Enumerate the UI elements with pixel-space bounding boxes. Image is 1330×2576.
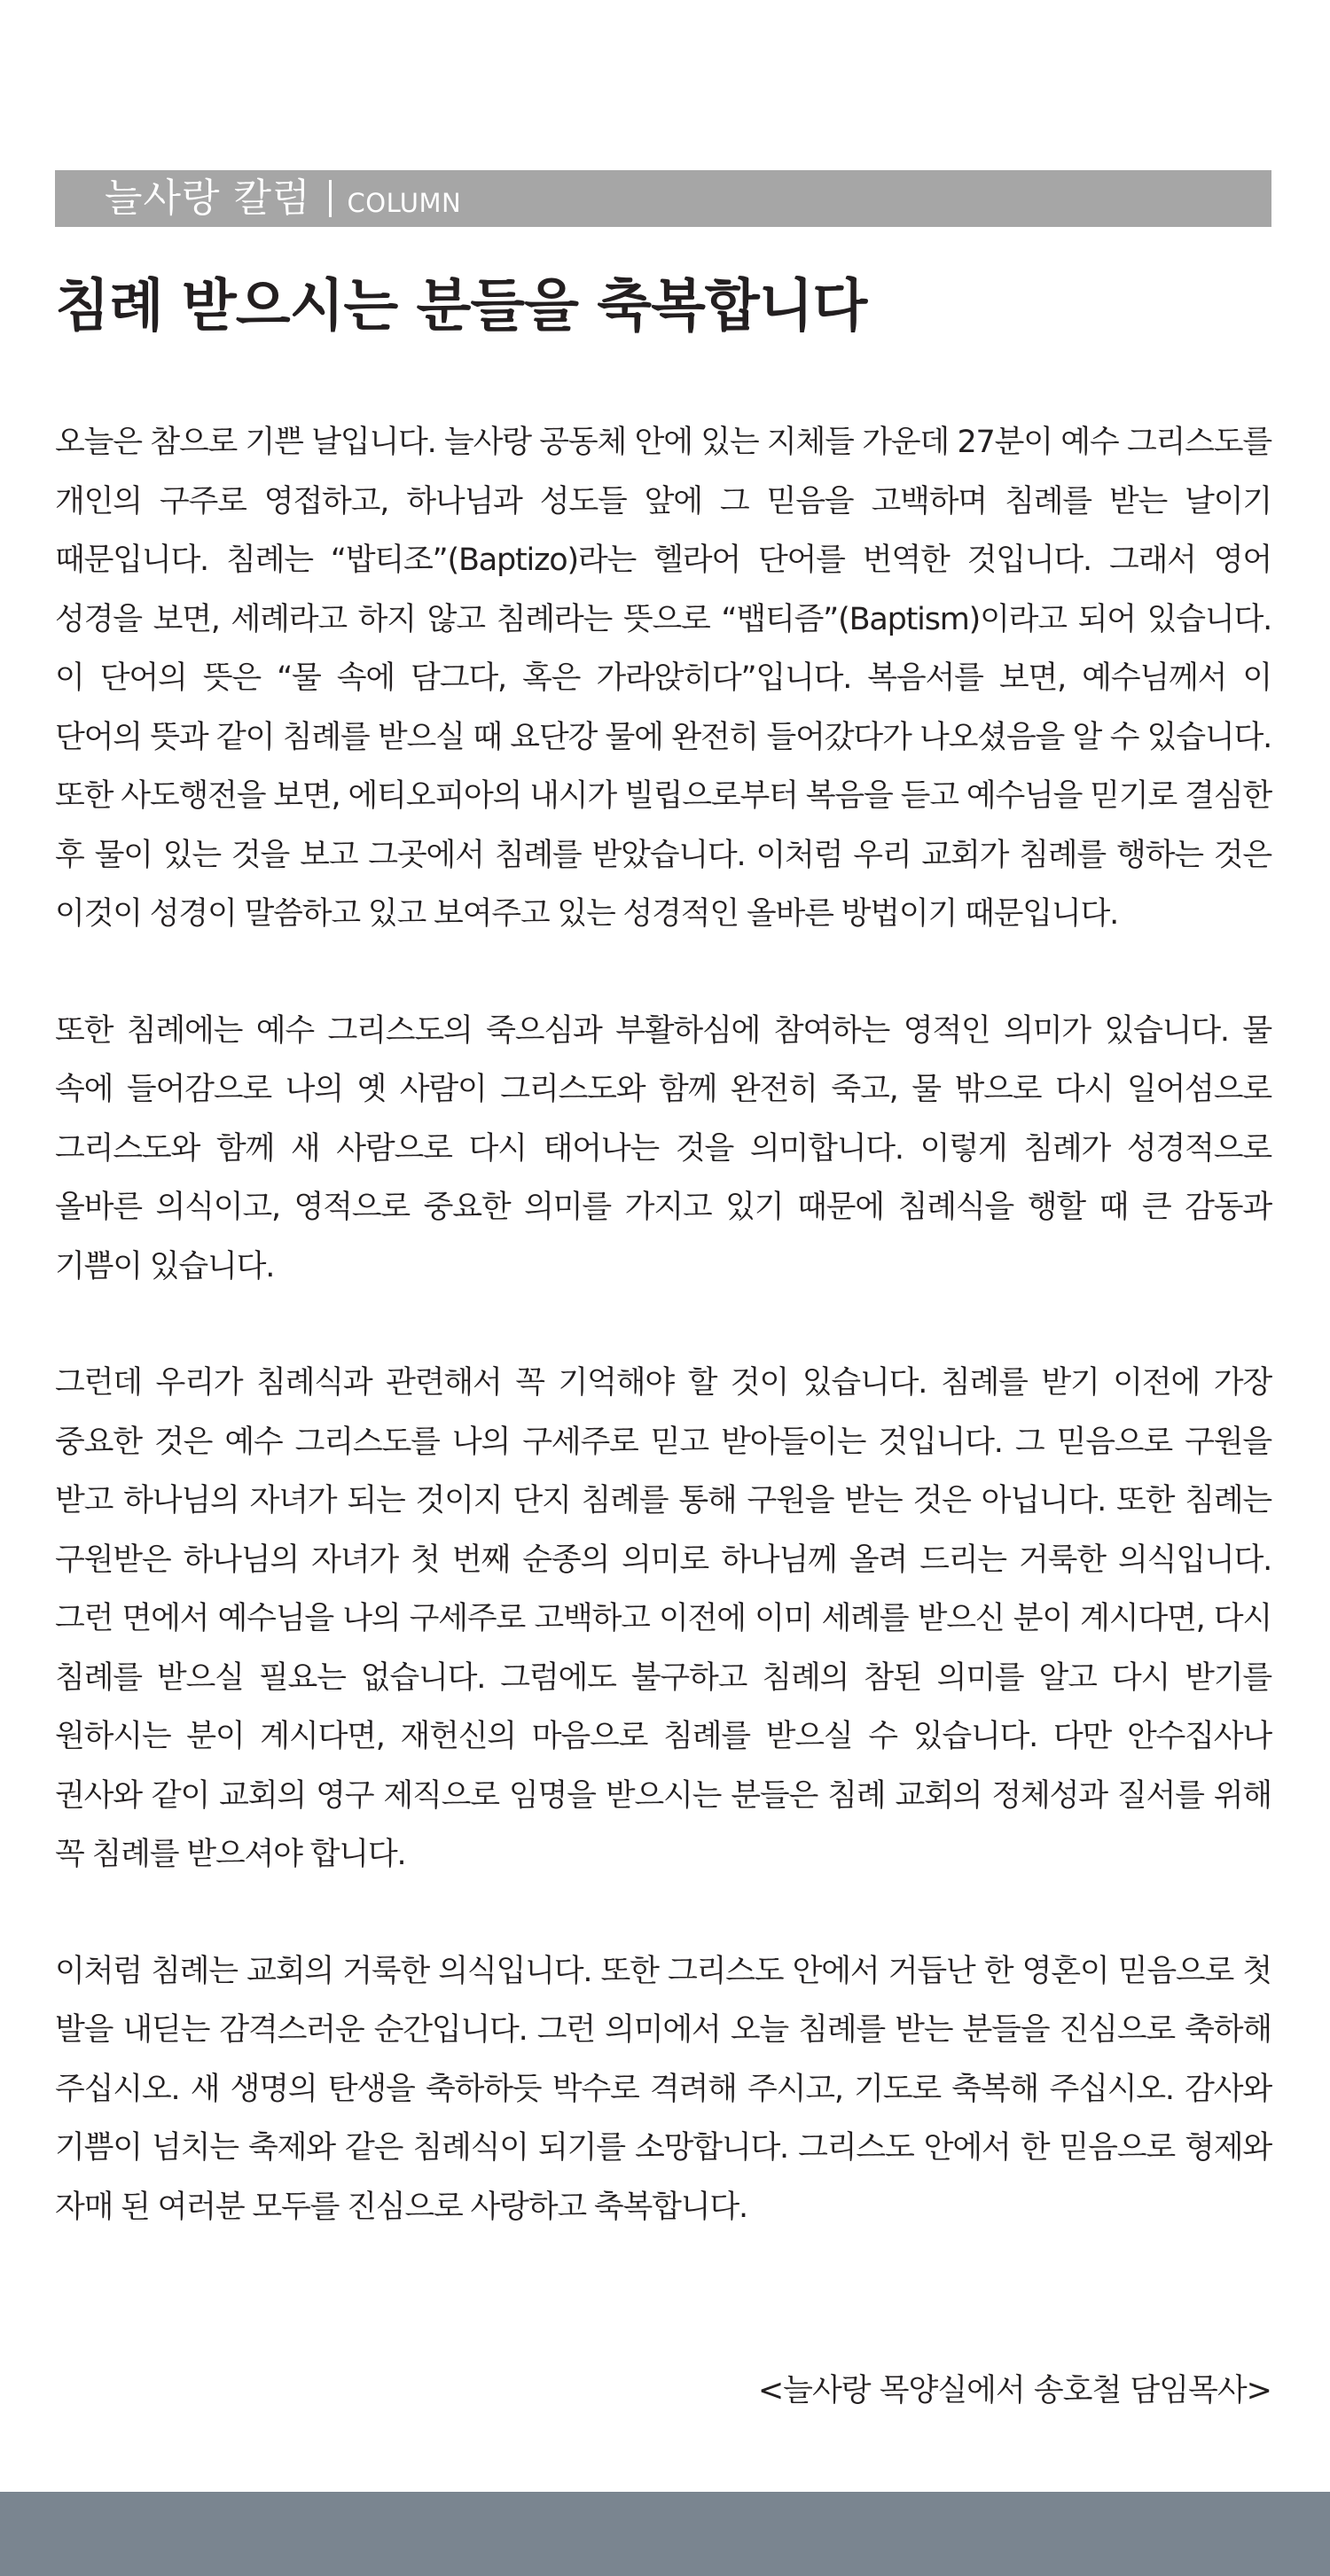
- article-paragraph-2: 또한 침례에는 예수 그리스도의 죽으심과 부활하심에 참여하는 영적인 의미가 있습니다. 물 속에 들어감으로 나의 옛 사람이 그리스도와 함께 완전히 죽고, 물 밖으로 다시 일어섬으로 그리스도와 함께 새 사람으로 다시 태어나는 것을 의미합니다. 이렇게 침례가 성경적으로 올바른 의식이고, 영적으로 중요한 의미를 가지고 있기 때문에 침례식을 행할 때 큰 감동과 기쁨이 있습니다.: [55, 1012, 1271, 1284]
- author-signature: <늘사랑 목양실에서 송호철 담임목사>: [757, 2373, 1271, 2408]
- footer-bar: [0, 2492, 1330, 2576]
- header-divider: [329, 180, 332, 217]
- column-header-title: 늘사랑 칼럼: [105, 176, 311, 221]
- article-body: [55, 413, 1271, 2294]
- article-title: 침례 받으시는 분들을 축복합니다: [55, 274, 867, 340]
- column-header-subtitle: COLUMN: [347, 187, 462, 218]
- article-paragraph-4: 이처럼 침례는 교회의 거룩한 의식입니다. 또한 그리스도 안에서 거듭난 한 영혼이 믿음으로 첫 발을 내딛는 감격스러운 순간입니다. 그런 의미에서 오늘 침례를 받는 분들을 진심으로 축하해 주십시오. 새 생명의 탄생을 축하하듯 박수로 격려해 주시고, 기도로 축복해 주십시오. 감사와 기쁨이 넘치는 축제와 같은 침례식이 되기를 소망합니다. 그리스도 안에서 한 믿음으로 형제와 자매 된 여러분 모두를 진심으로 사랑하고 축복합니다.: [55, 1953, 1271, 2225]
- article-paragraph-3: 그런데 우리가 침례식과 관련해서 꼭 기억해야 할 것이 있습니다. 침례를 받기 이전에 가장 중요한 것은 예수 그리스도를 나의 구세주로 믿고 받아들이는 것입니다. 그 믿음으로 구원을 받고 하나님의 자녀가 되는 것이지 단지 침례를 통해 구원을 받는 것은 아닙니다. 또한 침례는 구원받은 하나님의 자녀가 첫 번째 순종의 의미로 하나님께 올려 드리는 거룩한 의식입니다. 그런 면에서 예수님을 나의 구세주로 고백하고 이전에 이미 세례를 받으신 분이 계시다면, 다시 침례를 받으실 필요는 없습니다. 그럼에도 불구하고 침례의 참된 의미를 알고 다시 받기를 원하시는 분이 계시다면, 재헌신의 마음으로 침례를 받으실 수 있습니다. 다만 안수집사나 권사와 같이 교회의 영구 제직으로 임명을 받으시는 분들은 침례 교회의 정체성과 질서를 위해 꼭 침례를 받으셔야 합니다.: [55, 1365, 1271, 1872]
- article-paragraph-1: 오늘은 참으로 기쁜 날입니다. 늘사랑 공동체 안에 있는 지체들 가운데 27분이 예수 그리스도를 개인의 구주로 영접하고, 하나님과 성도들 앞에 그 믿음을 고백하며 침례를 받는 날이기 때문입니다. 침례는 “밥티조”(Baptizo)라는 헬라어 단어를 번역한 것입니다. 그래서 영어 성경을 보면, 세례라고 하지 않고 침례라는 뜻으로 “뱁티즘”(Baptism)이라고 되어 있습니다. 이 단어의 뜻은 “물 속에 담그다, 혹은 가라앉히다”입니다. 복음서를 보면, 예수님께서 이 단어의 뜻과 같이 침례를 받으실 때 요단강 물에 완전히 들어갔다가 나오셨음을 알 수 있습니다. 또한 사도행전을 보면, 에티오피아의 내시가 빌립으로부터 복음을 듣고 예수님을 믿기로 결심한 후 물이 있는 것을 보고 그곳에서 침례를 받았습니다. 이처럼 우리 교회가 침례를 행하는 것은 이것이 성경이 말씀하고 있고 보여주고 있는 성경적인 올바른 방법이기 때문입니다.: [55, 425, 1271, 932]
- column-header-bar: [55, 170, 1271, 227]
